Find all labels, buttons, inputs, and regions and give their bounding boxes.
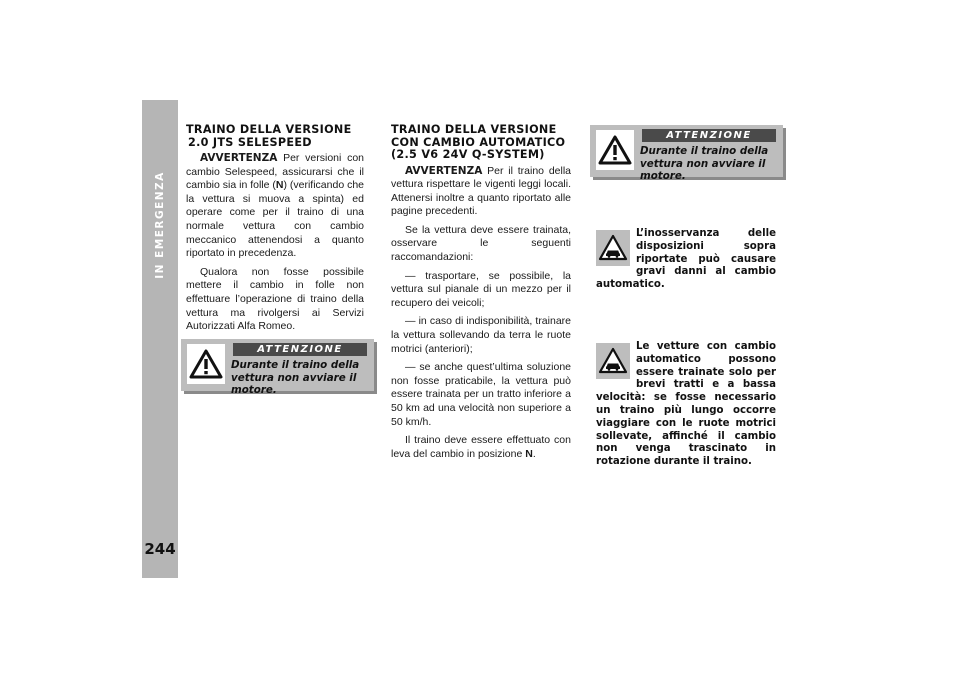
paragraph <box>391 434 571 461</box>
list-item: — se anche quest’ultima soluzione non fosse praticabile, la vettura può essere trainata per un tratto inferiore a 50 km ad una velocità non superiore a 50 km/h. <box>391 361 571 428</box>
section-heading-automatic <box>391 124 571 162</box>
heading-line: CON CAMBIO AUTOMATICO <box>391 135 566 149</box>
paragraph-text: . <box>532 447 536 460</box>
car-damage-icon <box>596 230 630 266</box>
heading-line: 2.0 JTS SELESPEED <box>188 135 312 149</box>
section-label <box>142 100 178 350</box>
warning-lead: AVVERTENZA <box>405 164 483 177</box>
paragraph-text: Per versioni con cambio Selespeed, assicurarsi che il cambio sia in folle ( <box>186 152 364 192</box>
heading-line: TRAINO DELLA VERSIONE <box>186 123 352 136</box>
caution-text: L’inosservanza delle disposizioni sopra riportate può causare gravi danni al cambio automatico. <box>596 228 776 291</box>
column-left <box>186 124 364 339</box>
heading-line: (2.5 V6 24V Q-SYSTEM) <box>391 148 545 161</box>
paragraph-text: Per il traino della vettura rispettare le vigenti leggi locali. Attenersi inoltre a quanto riportato alle pagine precedenti. <box>391 164 571 218</box>
warning-box <box>590 125 783 182</box>
warning-box <box>181 339 374 396</box>
column-middle <box>391 124 571 466</box>
list-item: — in caso di indisponibilità, trainare la vettura sollevando da terra le ruote motrici (anteriori); <box>391 315 571 355</box>
page-number: 244 <box>144 540 176 558</box>
warning-triangle-icon <box>187 344 225 384</box>
gear-key: N <box>525 447 533 460</box>
warning-text: Durante il traino della vettura non avviare il motore. <box>640 145 769 182</box>
section-heading-selespeed <box>186 124 364 149</box>
paragraph <box>186 152 364 261</box>
section-label-text: IN EMERGENZA <box>154 171 166 279</box>
paragraph: Qualora non fosse possibile mettere il cambio in folle non effettuare l’operazione di traino della vettura ma rivolgersi ai Servizi Autorizzati Alfa Romeo. <box>186 265 364 333</box>
paragraph-text: Il traino deve essere effettuato con leva del cambio in posizione <box>391 434 571 460</box>
warning-title: ATTENZIONE <box>642 129 776 142</box>
gear-key: N <box>275 179 284 192</box>
car-damage-icon <box>596 343 630 379</box>
heading-line: TRAINO DELLA VERSIONE <box>391 123 557 136</box>
caution-note <box>596 341 776 469</box>
paragraph <box>391 165 571 219</box>
caution-text: Le vetture con cambio automatico possono essere trainate solo per brevi tratti e a bassa velocità: se fosse necessario un traino più lungo occorre viaggiare con le ruote motrici sollevate, affinché il cambio non venga trascinato in rotazione durante il traino. <box>596 341 776 468</box>
warning-triangle-icon <box>596 130 634 170</box>
warning-lead: AVVERTENZA <box>200 152 278 164</box>
warning-title: ATTENZIONE <box>233 343 367 356</box>
paragraph: Se la vettura deve essere trainata, osservare le seguenti raccomandazioni: <box>391 223 571 264</box>
list-item: — trasportare, se possibile, la vettura sul pianale di un mezzo per il recupero dei veicoli; <box>391 269 571 309</box>
section-sidebar <box>142 100 178 578</box>
caution-note <box>596 228 776 292</box>
paragraph-text: ) (verificando che la vettura si muova a spinta) ed operare come per il traino di una normale vettura con cambio meccanico attenendosi a quanto riportato in precedenza. <box>186 179 365 260</box>
warning-text: Durante il traino della vettura non avviare il motore. <box>231 359 360 396</box>
